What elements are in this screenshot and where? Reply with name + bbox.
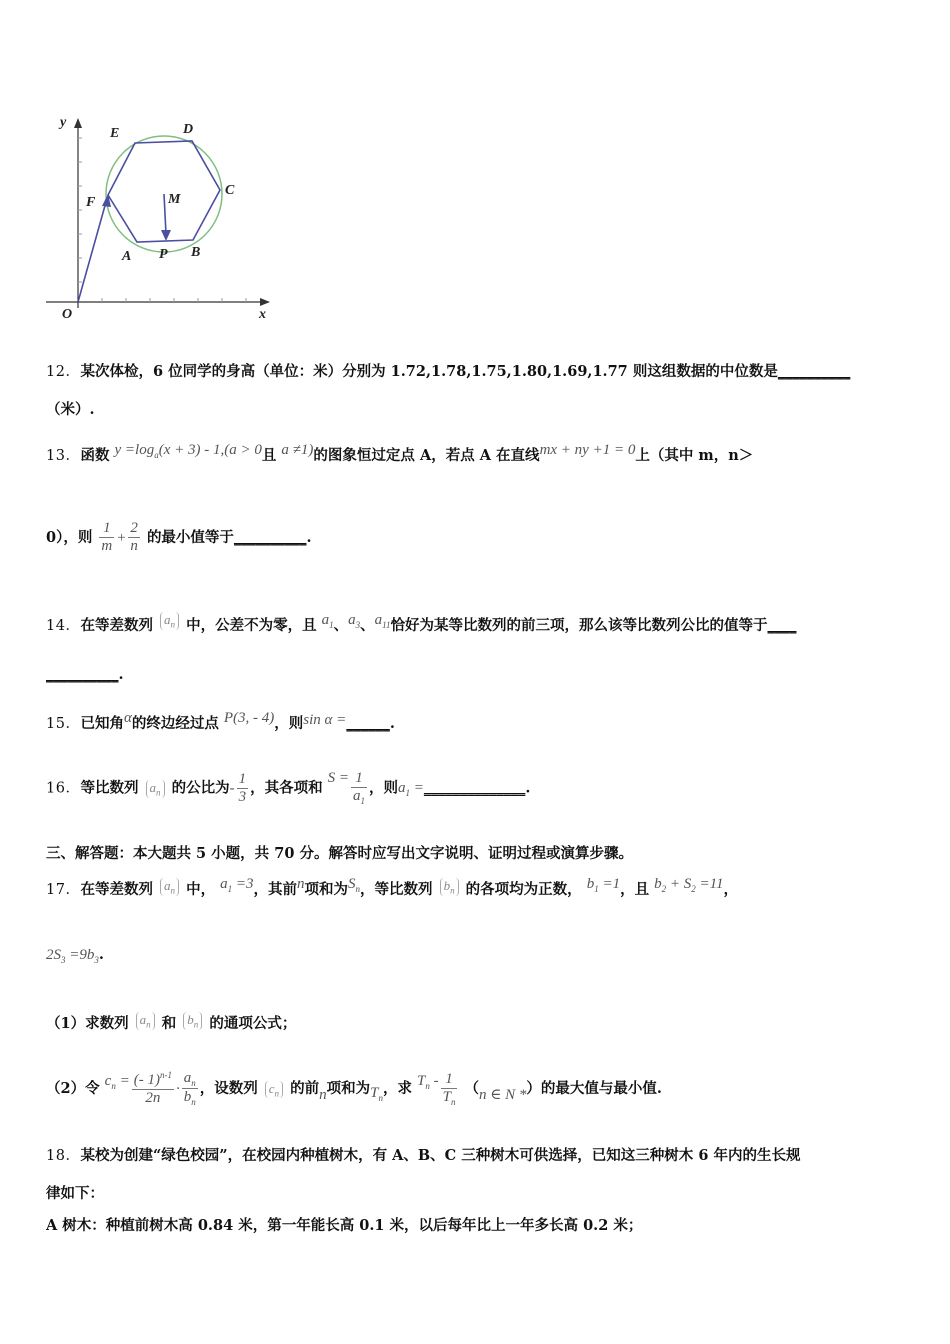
vector-MP-arrow bbox=[161, 230, 171, 241]
q16-sum-frac: $\frac{1}{a_1}$ bbox=[353, 770, 366, 807]
q12-text: 某次体检，6 位同学的身高（单位：米）分别为 1.72,1.78,1.75,1.80,1.69,1.77 则这组数据的中位数是 bbox=[80, 363, 778, 380]
label-P: P bbox=[159, 247, 168, 262]
q14-a11: $a_{11}$ bbox=[374, 612, 391, 630]
q17-line2-end: . bbox=[98, 946, 104, 963]
q15-mid: 的终边经过点 bbox=[131, 715, 219, 732]
q12-line1 bbox=[46, 360, 850, 381]
q15-blank: ______ bbox=[346, 715, 390, 732]
q13-mid: 的图象恒过定点 A，若点 A 在直线 bbox=[313, 447, 540, 464]
q17-c4: ，等比数列 bbox=[360, 881, 433, 898]
axis-ticks bbox=[78, 138, 246, 302]
q12-blank: __________ bbox=[777, 363, 851, 380]
q16-line bbox=[46, 770, 530, 807]
q17-b2: $b_2 + S_2 =11$ bbox=[654, 876, 724, 894]
q17-number: 17． bbox=[46, 882, 81, 898]
x-axis-arrow bbox=[260, 298, 270, 306]
q17-pre: 在等差数列 bbox=[80, 881, 153, 898]
label-B: B bbox=[191, 245, 201, 260]
q14-line1 bbox=[46, 614, 796, 636]
q15-expr: sin α = bbox=[303, 712, 347, 728]
q14-mid: 中，公差不为零，且 bbox=[186, 617, 317, 634]
q17-p2-c2: 的前 bbox=[290, 1079, 320, 1097]
label-A: A bbox=[122, 249, 132, 264]
vector-OF bbox=[78, 202, 106, 302]
q18-text2: 律如下： bbox=[46, 1185, 104, 1202]
q17-b1: $b_1 =1$ bbox=[586, 876, 621, 894]
q17-c3: 项和为 bbox=[304, 881, 349, 898]
q17-part2 bbox=[46, 1070, 662, 1108]
q12-tail: （米）. bbox=[46, 401, 95, 418]
q15-pre: 已知角 bbox=[80, 715, 124, 732]
q13-end: . bbox=[306, 528, 312, 546]
label-F: F bbox=[86, 195, 96, 210]
q14-line2 bbox=[46, 666, 124, 683]
q14-pre: 在等差数列 bbox=[80, 617, 153, 634]
hexagon bbox=[108, 141, 220, 242]
hexagon-figure bbox=[40, 110, 280, 330]
q14-end: . bbox=[118, 666, 124, 683]
q17-frac-sign: $\frac{(- 1)^{n-1}}{2n}$ bbox=[133, 1070, 172, 1107]
q16-ratio: $\frac{1}{3}$ bbox=[238, 770, 247, 805]
q13-post: 上（其中 m，n＞ bbox=[635, 447, 754, 464]
q12-number: 12． bbox=[46, 364, 81, 380]
q17-cond: n ∈ N * bbox=[479, 1086, 527, 1103]
q13-frac1: $\frac{1}{m}$ bbox=[101, 520, 113, 555]
q17-Sn: $S_n$ bbox=[348, 876, 361, 894]
q17-frac-T: $\frac{1}{T_n}$ bbox=[442, 1070, 456, 1107]
q17-a1: $a_1 =3$ bbox=[220, 876, 254, 894]
q13-formula: $y =\log_a(x + 3) - 1,(a > 0$ bbox=[114, 442, 262, 460]
label-O: O bbox=[62, 307, 73, 322]
q18-line3 bbox=[46, 1214, 642, 1235]
q15-end: . bbox=[389, 715, 395, 732]
q18-number: 18． bbox=[46, 1148, 81, 1164]
q13-line-eq: mx + ny +1 = 0 bbox=[539, 442, 636, 458]
q17-part1 bbox=[46, 1012, 296, 1034]
q17-line1 bbox=[46, 878, 738, 900]
label-D: D bbox=[183, 122, 194, 137]
q17-p1-pre: （1）求数列 bbox=[46, 1015, 129, 1032]
q17-p2-seq-c: $c_n$ bbox=[265, 1081, 283, 1099]
q16-end: . bbox=[525, 779, 531, 797]
q18-line2 bbox=[46, 1182, 104, 1203]
q16-S: S = bbox=[327, 770, 350, 787]
q16-a1: $a_1$ = bbox=[398, 780, 424, 799]
q17-frac-ab: $\frac{a_n}{b_n}$ bbox=[183, 1070, 196, 1108]
q17-cn: $c_n$ = bbox=[104, 1072, 130, 1091]
q16-mid: 的公比为 bbox=[171, 779, 230, 797]
q14-blank2: __________ bbox=[46, 666, 119, 683]
q17-p2-c3: 项和为 bbox=[326, 1079, 371, 1097]
q15-point: P(3, - 4) bbox=[223, 710, 275, 726]
q17-paren-open: （ bbox=[464, 1079, 480, 1097]
q18-text3: A 树木：种植前树木高 0.84 米，第一年能长高 0.1 米，以后每年比上一年多长高 0.2 米； bbox=[46, 1217, 643, 1234]
q15-then: ，则 bbox=[274, 715, 304, 732]
q17-c2: ，其前 bbox=[253, 881, 298, 898]
q14-sep1: 、 bbox=[333, 617, 349, 634]
q13-qie: 且 bbox=[261, 447, 277, 464]
q17-line2 bbox=[46, 946, 104, 965]
q13-line2-a: 0），则 bbox=[46, 528, 93, 546]
q18-line1 bbox=[46, 1144, 800, 1165]
q17-expr-T: $T_n$ - bbox=[417, 1072, 439, 1091]
q17-p2-pre: （2）令 bbox=[46, 1079, 100, 1097]
q13-line1 bbox=[46, 444, 753, 466]
q17-c7: ， bbox=[723, 881, 739, 898]
q15-line bbox=[46, 712, 395, 733]
q13-frac2: $\frac{2}{n}$ bbox=[130, 520, 138, 555]
q12-line2 bbox=[46, 398, 95, 419]
q14-a3: $a_3$ bbox=[348, 612, 361, 630]
q14-post: 恰好为某等比数列的前三项，那么该等比数列公比的值等于 bbox=[390, 617, 768, 634]
q17-seq-a: $a_n$ bbox=[160, 878, 179, 896]
q14-blank1: ____ bbox=[767, 617, 797, 634]
q17-dot: · bbox=[175, 1080, 180, 1097]
q16-then: ，则 bbox=[369, 779, 399, 797]
q16-number: 16． bbox=[46, 780, 81, 797]
q16-mid2: ，其各项和 bbox=[250, 779, 323, 797]
q17-c6: ，且 bbox=[620, 881, 650, 898]
q17-p2-post: 的最大值与最小值. bbox=[540, 1079, 662, 1097]
q17-c5: 的各项均为正数， bbox=[465, 881, 582, 898]
label-M: M bbox=[168, 192, 181, 207]
q14-a1: $a_1$ bbox=[321, 612, 334, 630]
q13-number: 13． bbox=[46, 448, 81, 464]
q14-number: 14． bbox=[46, 618, 81, 634]
q15-alpha: α bbox=[123, 710, 132, 726]
label-E: E bbox=[110, 126, 120, 141]
q17-seq-b: $b_n$ bbox=[440, 878, 459, 896]
q15-number: 15． bbox=[46, 716, 81, 732]
q13-pre: 函数 bbox=[80, 447, 110, 464]
vector-MP bbox=[164, 194, 166, 234]
q17-p1-seq-b: $b_n$ bbox=[183, 1012, 202, 1030]
label-C: C bbox=[225, 183, 235, 198]
q14-seq: $a_n$ bbox=[160, 612, 179, 630]
q17-paren-close: ） bbox=[526, 1079, 541, 1097]
label-y: y bbox=[60, 115, 67, 130]
q16-blank: ______________ bbox=[423, 779, 526, 797]
section3-heading: 三、解答题：本大题共 5 小题，共 70 分。解答时应写出文字说明、证明过程或演算步骤。 bbox=[46, 845, 633, 862]
q13-line2-b: 的最小值等于 bbox=[146, 528, 234, 546]
q16-neg: - bbox=[229, 780, 235, 797]
q17-c1: 中， bbox=[186, 881, 216, 898]
q13-blank: __________ bbox=[233, 528, 307, 546]
q14-sep2: 、 bbox=[360, 617, 375, 634]
q17-p2-c4: ，求 bbox=[382, 1079, 412, 1097]
y-axis-arrow bbox=[74, 118, 82, 128]
q17-p2-n: n bbox=[319, 1086, 327, 1103]
q13-cond: a ≠1) bbox=[281, 442, 314, 458]
q17-p1-and: 和 bbox=[161, 1015, 177, 1032]
q13-plus: + bbox=[116, 529, 127, 546]
q17-n: n bbox=[297, 876, 305, 892]
q17-p1-seq-a: $a_n$ bbox=[136, 1012, 155, 1030]
label-x: x bbox=[259, 307, 266, 322]
q17-Tn: $T_n$ bbox=[370, 1084, 383, 1103]
q17-p1-post: 的通项公式； bbox=[209, 1015, 297, 1032]
q18-text1: 某校为创建“绿色校园”，在校园内种植树木，有 A、B、C 三种树木可供选择，已知这三种树木 6 年内的生长规 bbox=[80, 1147, 801, 1164]
q16-pre: 等比数列 bbox=[80, 779, 139, 797]
q17-p2-c1: ，设数列 bbox=[199, 1079, 258, 1097]
q17-cond2: $2S_3 =9b_3$ bbox=[46, 947, 99, 965]
q16-seq: $a_n$ bbox=[146, 780, 165, 798]
q13-line2 bbox=[46, 520, 312, 556]
